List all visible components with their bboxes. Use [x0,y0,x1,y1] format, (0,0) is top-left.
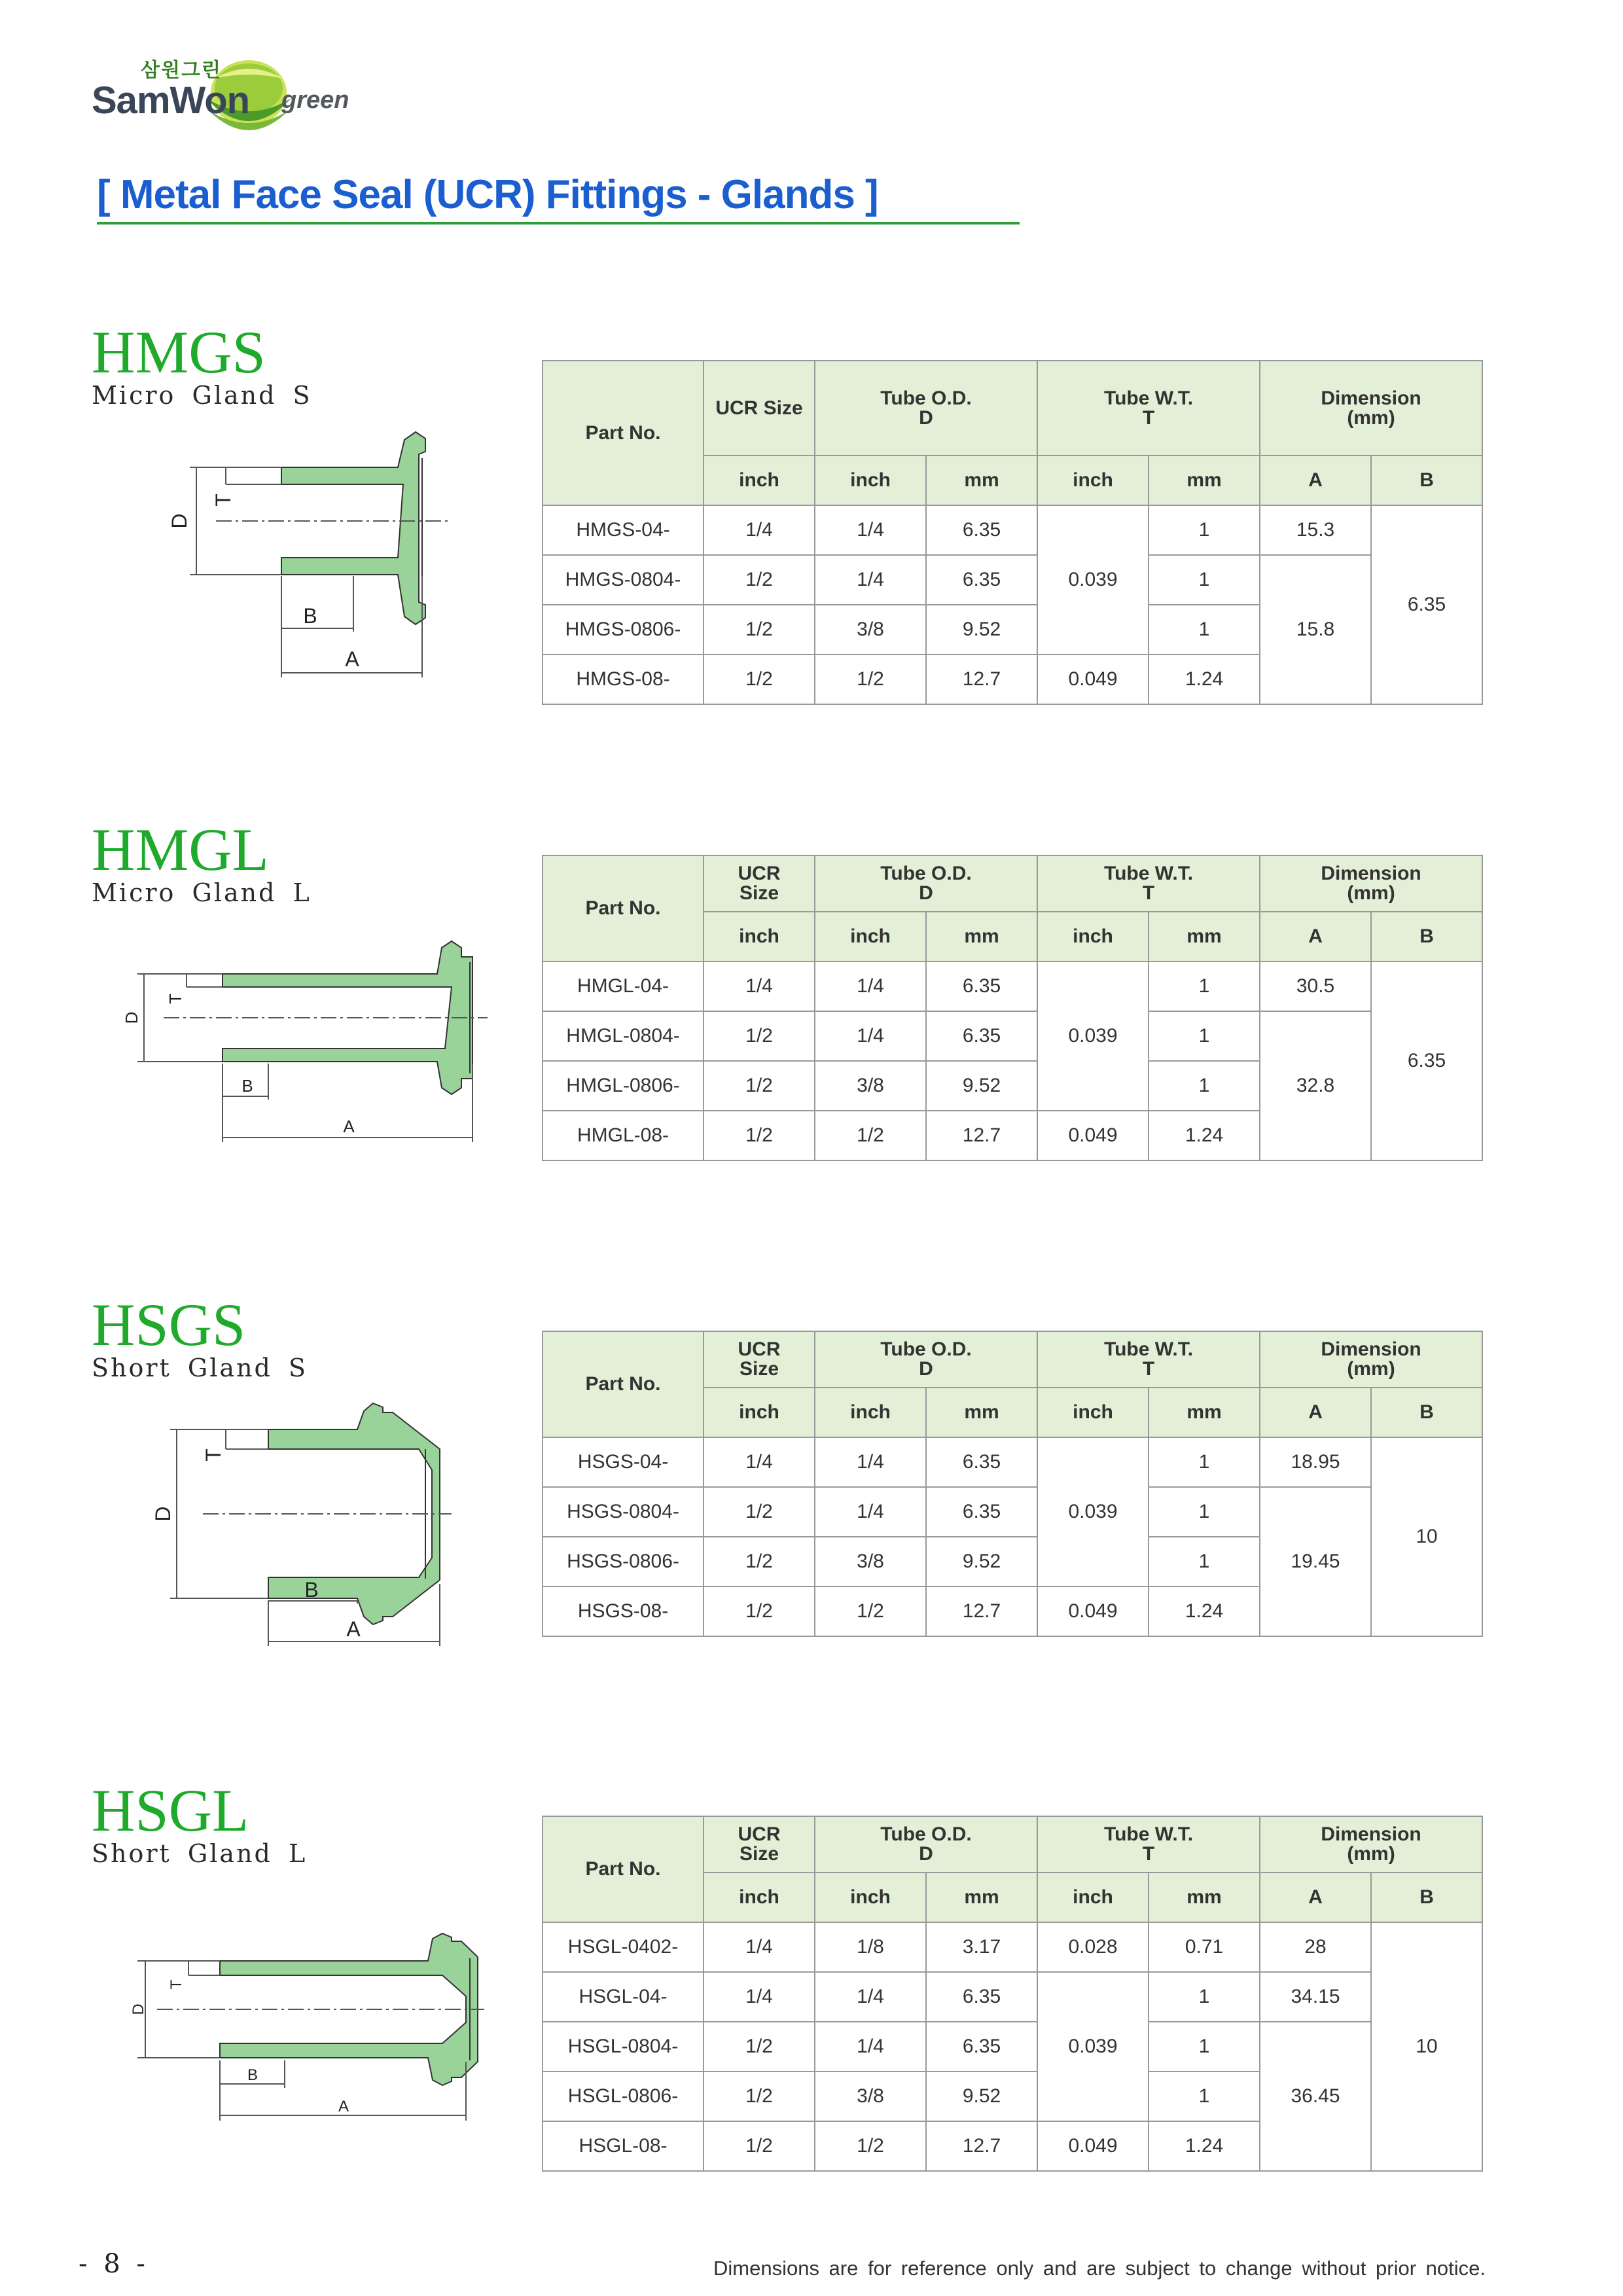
cell-od-mm: 6.35 [926,505,1037,555]
table-row [543,1972,1482,2022]
header-tube-od [815,1331,1037,1388]
cell-part-no: HMGL-08- [543,1111,704,1160]
hsgs-drawing [151,1388,465,1649]
header-tube-od-symbol: D [919,1843,933,1865]
brand-name: SamWon [92,79,250,122]
cell-ucr: 1/2 [704,2022,815,2072]
table-row [543,1922,1482,1972]
cell-ucr: 1/2 [704,555,815,605]
header-tube-od-label: Tube O.D. [880,1338,972,1360]
unit-inch: inch [1037,912,1149,961]
header-tube-od-symbol: D [919,406,933,429]
dim-label-a: A [343,1117,355,1136]
cell-ucr: 1/2 [704,2121,815,2171]
cell-od-inch: 1/2 [815,655,926,704]
cell-wt-inch: 0.039 [1037,505,1149,655]
unit-inch: inch [704,1388,815,1437]
unit-inch: inch [1037,1873,1149,1922]
dim-label-d: D [122,1011,141,1024]
spec-table-hmgl [542,855,1483,1161]
dim-label-t: T [168,1979,185,1990]
unit-inch: inch [704,456,815,505]
unit-b: B [1371,912,1482,961]
cell-od-inch: 3/8 [815,1537,926,1587]
section-subtitle: Short Gland L [92,1839,308,1868]
table-row [543,2022,1482,2072]
cell-dim-b: 10 [1371,1437,1482,1636]
cell-part-no: HSGL-0402- [543,1922,704,1972]
cell-od-inch: 1/4 [815,505,926,555]
cell-ucr: 1/4 [704,1922,815,1972]
header-tube-od-label: Tube O.D. [880,387,972,409]
header-tube-wt-symbol: T [1142,406,1155,429]
cell-od-mm: 12.7 [926,1111,1037,1160]
dim-label-a: A [338,2098,349,2115]
table-row [543,961,1482,1011]
section-code: HMGS [92,319,266,386]
cell-wt-mm: 1 [1149,2022,1260,2072]
header-size-label: Size [739,1843,779,1865]
cell-wt-inch: 0.039 [1037,1437,1149,1587]
cell-part-no: HMGS-08- [543,655,704,704]
cell-od-inch: 1/4 [815,1972,926,2022]
cell-dim-b: 6.35 [1371,961,1482,1160]
dim-label-b: B [241,1076,253,1096]
cell-wt-mm: 1 [1149,961,1260,1011]
cell-od-mm: 9.52 [926,2072,1037,2121]
section-subtitle: Micro Gland L [92,878,312,907]
cell-od-mm: 3.17 [926,1922,1037,1972]
header-dimension-label: Dimension [1321,863,1421,884]
header-ucr-size [704,1331,815,1388]
header-dimension-unit: (mm) [1347,1358,1395,1380]
cell-od-mm: 6.35 [926,555,1037,605]
unit-mm: mm [1149,912,1260,961]
cell-ucr: 1/2 [704,655,815,704]
cell-wt-inch: 0.049 [1037,1587,1149,1636]
table-row [543,1437,1482,1487]
cell-wt-mm: 1 [1149,1537,1260,1587]
dim-label-b: B [303,604,317,628]
spec-table-hsgl [542,1816,1483,2172]
header-ucr-label: UCR [738,863,781,884]
spec-table-hmgs [542,360,1483,705]
cell-ucr: 1/4 [704,1437,815,1487]
header-tube-od [815,361,1037,456]
cell-ucr: 1/2 [704,1111,815,1160]
cell-od-mm: 12.7 [926,1587,1037,1636]
cell-part-no: HSGL-0804- [543,2022,704,2072]
dim-label-b: B [304,1578,319,1602]
unit-a: A [1260,912,1371,961]
cell-wt-inch: 0.049 [1037,2121,1149,2171]
hmgs-drawing [157,419,458,694]
header-tube-od-label: Tube O.D. [880,1823,972,1845]
unit-inch: inch [704,912,815,961]
header-tube-wt-label: Tube W.T. [1103,1823,1194,1845]
cell-part-no: HSGL-04- [543,1972,704,2022]
cell-wt-inch: 0.049 [1037,1111,1149,1160]
cell-dim-a: 15.8 [1260,555,1371,704]
cell-od-mm: 9.52 [926,605,1037,655]
unit-b: B [1371,456,1482,505]
cell-od-inch: 1/8 [815,1922,926,1972]
cell-wt-mm: 1 [1149,555,1260,605]
cell-od-inch: 1/4 [815,1437,926,1487]
cell-ucr: 1/2 [704,1487,815,1537]
cell-wt-inch: 0.039 [1037,1972,1149,2121]
cell-wt-mm: 1 [1149,1011,1260,1061]
cell-wt-mm: 1.24 [1149,1587,1260,1636]
cell-dim-a: 34.15 [1260,1972,1371,2022]
cell-od-mm: 9.52 [926,1537,1037,1587]
dim-label-d: D [168,513,191,529]
unit-mm: mm [1149,1388,1260,1437]
cell-od-inch: 1/4 [815,555,926,605]
hmgl-drawing [118,923,497,1152]
header-tube-od-symbol: D [919,882,933,904]
header-size-label: Size [739,882,779,904]
cell-dim-a: 28 [1260,1922,1371,1972]
header-tube-wt [1037,855,1260,912]
header-dimension-label: Dimension [1321,1823,1421,1845]
unit-b: B [1371,1873,1482,1922]
page-number: - 8 - [79,2249,149,2279]
unit-mm: mm [926,912,1037,961]
dim-label-t: T [202,1448,225,1462]
unit-a: A [1260,456,1371,505]
section-code: HSGL [92,1777,249,1844]
unit-inch: inch [1037,1388,1149,1437]
unit-inch: inch [815,1388,926,1437]
unit-mm: mm [926,1873,1037,1922]
table-row [543,1487,1482,1537]
header-tube-wt [1037,1816,1260,1873]
cell-od-inch: 1/2 [815,1111,926,1160]
cell-part-no: HMGL-0804- [543,1011,704,1061]
header-part-no: Part No. [543,361,704,505]
header-tube-wt-label: Tube W.T. [1103,1338,1194,1360]
cell-wt-inch: 0.049 [1037,655,1149,704]
header-dimension [1260,1816,1482,1873]
header-tube-wt [1037,1331,1260,1388]
cell-part-no: HSGL-08- [543,2121,704,2171]
header-dimension [1260,361,1482,456]
header-part-no: Part No. [543,855,704,961]
cell-dim-a: 36.45 [1260,2022,1371,2171]
cell-od-mm: 6.35 [926,2022,1037,2072]
cell-od-mm: 12.7 [926,2121,1037,2171]
header-tube-wt [1037,361,1260,456]
cell-ucr: 1/2 [704,2072,815,2121]
brand-suffix: green [281,86,349,114]
cell-ucr: 1/2 [704,1537,815,1587]
cell-dim-b: 10 [1371,1922,1482,2171]
header-ucr-size: UCR Size [704,361,815,456]
cell-od-inch: 3/8 [815,1061,926,1111]
brand-korean-name: 삼원그린 [141,59,222,82]
dim-label-d: D [130,2003,147,2015]
cell-od-inch: 1/2 [815,1587,926,1636]
header-tube-od [815,1816,1037,1873]
table-row [543,1011,1482,1061]
cell-ucr: 1/2 [704,1011,815,1061]
cell-wt-mm: 1 [1149,2072,1260,2121]
cell-dim-a: 15.3 [1260,505,1371,555]
cell-od-inch: 1/4 [815,1011,926,1061]
cell-ucr: 1/2 [704,1587,815,1636]
cell-dim-a: 19.45 [1260,1487,1371,1636]
header-dimension-label: Dimension [1321,1338,1421,1360]
cell-part-no: HMGS-0804- [543,555,704,605]
cell-wt-mm: 0.71 [1149,1922,1260,1972]
footer-disclaimer: Dimensions are for reference only and are subject to change without prior notice. [713,2257,1486,2280]
unit-mm: mm [926,456,1037,505]
table-row [543,505,1482,555]
cell-od-mm: 6.35 [926,1437,1037,1487]
unit-inch: inch [815,456,926,505]
cell-wt-mm: 1 [1149,1487,1260,1537]
cell-dim-a: 18.95 [1260,1437,1371,1487]
header-dimension [1260,855,1482,912]
cell-od-inch: 3/8 [815,2072,926,2121]
cell-wt-mm: 1 [1149,1972,1260,2022]
dim-label-a: A [346,1617,361,1641]
cell-od-mm: 6.35 [926,961,1037,1011]
unit-mm: mm [1149,456,1260,505]
header-ucr-label: UCR [738,1823,781,1845]
cell-od-inch: 1/4 [815,961,926,1011]
cell-wt-inch: 0.039 [1037,961,1149,1111]
section-subtitle: Micro Gland S [92,381,312,410]
cell-od-mm: 9.52 [926,1061,1037,1111]
unit-mm: mm [1149,1873,1260,1922]
dim-label-t: T [166,994,185,1004]
spec-table-hsgs [542,1331,1483,1637]
cell-od-mm: 6.35 [926,1011,1037,1061]
header-size-label: Size [739,1358,779,1380]
cell-od-mm: 6.35 [926,1972,1037,2022]
header-part-no: Part No. [543,1331,704,1437]
unit-mm: mm [926,1388,1037,1437]
header-dimension-unit: (mm) [1347,406,1395,429]
unit-b: B [1371,1388,1482,1437]
cell-part-no: HSGL-0806- [543,2072,704,2121]
unit-a: A [1260,1388,1371,1437]
header-tube-od-symbol: D [919,1358,933,1380]
title-underline [97,222,1020,224]
cell-wt-mm: 1 [1149,1437,1260,1487]
hsgl-drawing [118,1914,491,2130]
cell-dim-b: 6.35 [1371,505,1482,704]
cell-part-no: HMGL-0806- [543,1061,704,1111]
cell-od-mm: 6.35 [926,1487,1037,1537]
unit-inch: inch [704,1873,815,1922]
header-tube-wt-symbol: T [1142,1358,1155,1380]
unit-inch: inch [815,1873,926,1922]
cell-od-inch: 1/2 [815,2121,926,2171]
header-ucr-label: UCR [738,1338,781,1360]
unit-inch: inch [815,912,926,961]
cell-wt-mm: 1 [1149,605,1260,655]
cell-wt-mm: 1.24 [1149,2121,1260,2171]
cell-ucr: 1/2 [704,1061,815,1111]
header-ucr-size [704,1816,815,1873]
header-ucr-size [704,855,815,912]
cell-ucr: 1/2 [704,605,815,655]
cell-od-inch: 1/4 [815,2022,926,2072]
header-part-no: Part No. [543,1816,704,1922]
cell-wt-mm: 1.24 [1149,655,1260,704]
header-dimension [1260,1331,1482,1388]
cell-wt-mm: 1 [1149,505,1260,555]
cell-od-mm: 12.7 [926,655,1037,704]
cell-dim-a: 30.5 [1260,961,1371,1011]
dim-label-a: A [345,647,359,671]
header-tube-wt-symbol: T [1142,1843,1155,1865]
cell-part-no: HMGS-04- [543,505,704,555]
section-subtitle: Short Gland S [92,1354,308,1382]
section-code: HSGS [92,1291,246,1358]
cell-dim-a: 32.8 [1260,1011,1371,1160]
cell-ucr: 1/4 [704,961,815,1011]
cell-part-no: HSGS-04- [543,1437,704,1487]
header-tube-od-label: Tube O.D. [880,863,972,884]
header-tube-wt-label: Tube W.T. [1103,387,1194,409]
cell-od-inch: 1/4 [815,1487,926,1537]
cell-part-no: HMGL-04- [543,961,704,1011]
header-dimension-label: Dimension [1321,387,1421,409]
page-title: [ Metal Face Seal (UCR) Fittings - Glands ] [97,172,878,217]
header-tube-wt-symbol: T [1142,882,1155,904]
section-code: HMGL [92,816,269,883]
header-dimension-unit: (mm) [1347,1843,1395,1865]
cell-part-no: HSGS-08- [543,1587,704,1636]
table-row [543,555,1482,605]
cell-wt-inch: 0.028 [1037,1922,1149,1972]
cell-part-no: HMGS-0806- [543,605,704,655]
unit-inch: inch [1037,456,1149,505]
dim-label-d: D [151,1506,175,1522]
cell-wt-mm: 1 [1149,1061,1260,1111]
cell-ucr: 1/4 [704,505,815,555]
header-tube-wt-label: Tube W.T. [1103,863,1194,884]
dim-label-b: B [247,2066,259,2084]
dim-label-t: T [211,493,235,507]
cell-ucr: 1/4 [704,1972,815,2022]
unit-a: A [1260,1873,1371,1922]
brand-logo [92,52,366,151]
cell-part-no: HSGS-0804- [543,1487,704,1537]
cell-od-inch: 3/8 [815,605,926,655]
cell-wt-mm: 1.24 [1149,1111,1260,1160]
header-tube-od [815,855,1037,912]
cell-part-no: HSGS-0806- [543,1537,704,1587]
header-dimension-unit: (mm) [1347,882,1395,904]
